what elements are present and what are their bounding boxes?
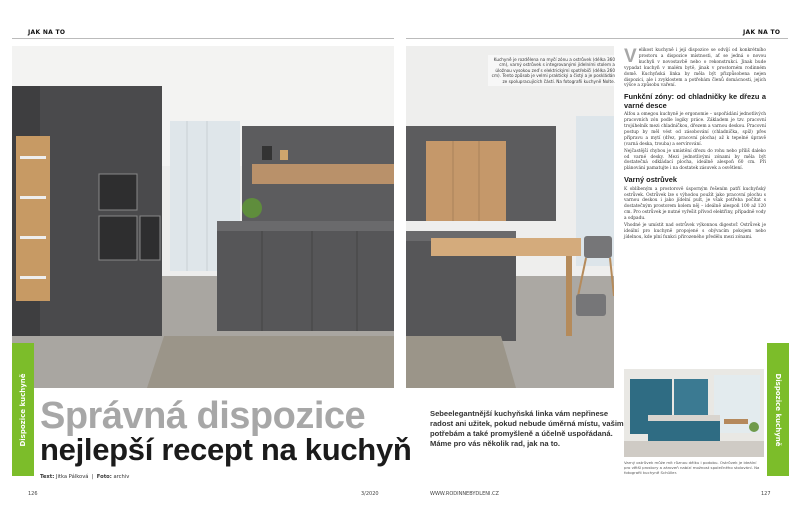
byline-author: Jitka Pálková xyxy=(55,474,89,480)
kitchen-thumbnail-photo xyxy=(624,369,764,457)
footer-url: WWW.RODINNEBYDLENI.CZ xyxy=(430,491,499,497)
kitchen-photo-left xyxy=(12,46,394,388)
section-label-left: JAK NA TO xyxy=(28,29,66,36)
side-tab-right-label: Dispozice kuchyně xyxy=(774,372,782,447)
issue-number: 3/2020 xyxy=(361,491,379,497)
top-rule-left xyxy=(12,38,394,39)
thumbnail-caption: Varný ostrůvek může mít různou délku i podobu. Ostrůvek je ideální pro větší prostory a zároveň nabízí možnost společného stolování. Na fotografii kuchyně Schüller. xyxy=(624,460,760,475)
top-rule-right xyxy=(406,38,788,39)
kitchen-photo-right xyxy=(406,46,614,388)
side-tab-left-label: Dispozice kuchyně xyxy=(19,372,27,447)
byline-photo-label: Foto: xyxy=(96,474,112,480)
article-intro-text: elikost kuchyně i její dispozice se odvíjí od konkrétního prostoru a dispozice místnosti, ať se jedná o novou kuchyň v novostavbě nebo o rekonstrukci. Jinak bude vypadat kuchyň v malém bytě, jinak v prostorném rodinném domě. Kuchyňská linka by měla být přizpůsobena nejen dispozici, ale i zvyklostem a potřebám členů domácnosti, jejich výšce a způsobu vaření. xyxy=(624,48,766,89)
headline-line2: nejlepší recept na kuchyň xyxy=(40,432,412,467)
side-tab-right xyxy=(767,343,789,476)
photo-caption: Kuchyně je rozdělena na myčí zónu a ostrůvek (délka 360 cm), varný ostrůvek s integrovanými jídelními stolem a úložnou vysokou zeď s elektrickými spotřebiči (délka 260 cm). Tento způsob je velmi praktický a čistý a je poskládán ze spolupracujících částí. Na fotografii kuchyně Nolte. xyxy=(488,55,618,86)
article-heading-1: Funkční zóny: od chladničky ke dřezu a varné desce xyxy=(624,92,766,110)
byline: Text: Jitka Pálková | Foto: archiv xyxy=(40,474,130,480)
article-column xyxy=(624,48,766,242)
page-number-left: 126 xyxy=(28,491,38,497)
article-paragraph-4: Vhodné je umístit nad ostrůvek výkonnou digestoř. Ostrůvek je ideální pro kuchyně propojené s obývacím pokojem nebo jídelnou, kde plní funkci přirozeného předělu mezi zónami. xyxy=(624,223,766,240)
article-paragraph-3: K oblíbeným a prostorově úsporným řešením patří kuchyňský ostrůvek. Ostrůvek lze s výhodou použít jako pracovní plochu s varnou deskou i jako jídelní pult, je však potřeba počítat s dostatečným prostorem kolem něj – ideálně alespoň 100 až 120 cm. Pro ostrůvek je nutné vyřešit přívod elektřiny, případně vody a odpadu. xyxy=(624,186,766,222)
article-intro xyxy=(624,48,766,89)
lead-paragraph: Sebeelegantnější kuchyňská linka vám nepřinese radost ani užitek, pokud nebude úměrná místu, vašim potřebám a také promyšleně a účelně uspořádaná. Máme pro vás několik rad, jak na to. xyxy=(430,409,624,448)
page-number-right: 127 xyxy=(761,491,771,497)
headline-line1: Správná dispozice xyxy=(40,395,366,437)
article-paragraph-1: Alfou a omegou kuchyně je ergonomie – uspořádání jednotlivých pracovních zón podle logiky práce. Základem je tzv. pracovní trojúhelník mezi chladničkou, dřezem a varnou deskou. Pracovní postup by měl vést od zásobování (chladnička, spíž) přes přípravu a mytí (dřez, pracovní plocha) až k tepelné úpravě (varná deska, trouba) a servírování. xyxy=(624,112,766,147)
side-tab-left xyxy=(12,343,34,476)
article-heading-2: Varný ostrůvek xyxy=(624,175,677,185)
byline-text-label: Text: xyxy=(40,474,55,480)
byline-photo: archiv xyxy=(113,474,130,480)
drop-cap: V xyxy=(624,46,637,67)
section-label-right: JAK NA TO xyxy=(743,29,781,36)
article-paragraph-2: Nejčastější chybou je umístění dřezu do rohu nebo příliš daleko od varné desky. Mezi jednotlivými zónami by měla být dostatečná odkládací plocha, ideálně alespoň 60 cm. Při plánování pamatujte i na dostatek zásuvek a osvětlení. xyxy=(624,148,766,172)
